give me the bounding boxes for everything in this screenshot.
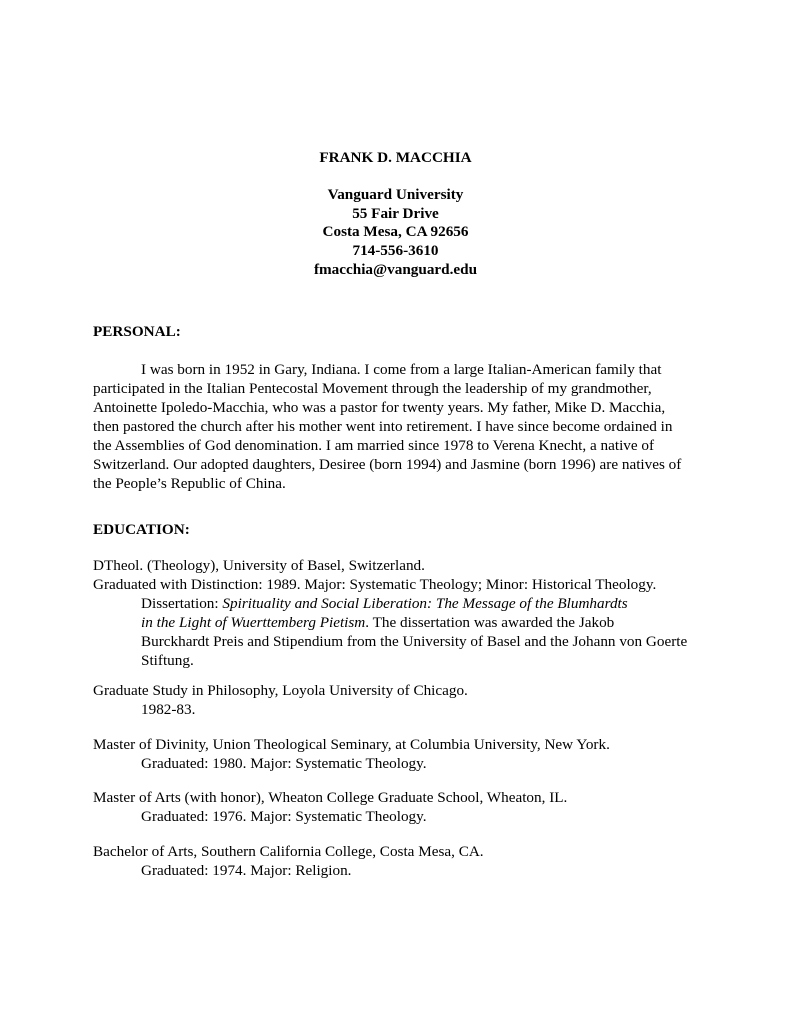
personal-paragraph [93,360,713,493]
education-entry-loyola [93,681,713,719]
degree-line: Graduate Study in Philosophy, Loyola University of Chicago. [93,682,468,699]
phone-number: 714-556-3610 [352,241,439,259]
institution-name: Vanguard University [327,186,464,204]
graduation-line: 1982-83. [141,701,196,718]
degree-line: Bachelor of Arts, Southern California College, Costa Mesa, CA. [93,843,484,860]
graduation-line: Graduated: 1980. Major: Systematic Theology. [141,755,427,772]
city-state-zip: Costa Mesa, CA 92656 [322,223,469,241]
dissertation-title: in the Light of Wuerttemberg Pietism [141,614,366,631]
education-entry-mdiv [93,735,713,773]
personal-line: Switzerland. Our adopted daughters, Desiree (born 1994) and Jasmine (born 1996) are natives of [93,456,682,473]
education-heading: EDUCATION: [93,521,190,538]
degree-line: Master of Arts (with honor), Wheaton College Graduate School, Wheaton, IL. [93,789,568,806]
education-entry-ba [93,842,713,880]
graduation-line: Graduated: 1974. Major: Religion. [141,862,352,879]
dissertation-line: Stiftung. [141,652,194,669]
street-address: 55 Fair Drive [352,204,439,222]
email-address: fmacchia@vanguard.edu [313,260,478,278]
personal-line: I was born in 1952 in Gary, Indiana. I come from a large Italian-American family that [141,361,662,378]
education-entry-ma [93,788,713,826]
degree-line: DTheol. (Theology), University of Basel, Switzerland. [93,557,425,574]
contact-header [0,148,791,278]
dissertation-line [93,594,713,613]
dissertation-title: Spirituality and Social Liberation: The Message of the Blumhardts [222,595,628,612]
dissertation-award: . The dissertation was awarded the Jakob [365,614,615,631]
degree-line: Master of Divinity, Union Theological Seminary, at Columbia University, New York. [93,736,610,753]
dissertation-label: Dissertation: [141,595,223,612]
education-entry-dtheol [93,556,713,670]
graduation-line: Graduated with Distinction: 1989. Major: Systematic Theology; Minor: Historical Theology. [93,576,657,593]
graduation-line: Graduated: 1976. Major: Systematic Theology. [141,808,427,825]
author-name: FRANK D. MACCHIA [319,149,472,166]
personal-line: participated in the Italian Pentecostal Movement through the leadership of my grandmother, [93,380,652,397]
dissertation-line: Burckhardt Preis and Stipendium from the University of Basel and the Johann von Goerte [141,633,688,650]
dissertation-line [93,613,713,632]
personal-line: the Assemblies of God denomination. I am married since 1978 to Verena Knecht, a native of [93,437,655,454]
personal-heading: PERSONAL: [93,323,181,340]
personal-line: the People’s Republic of China. [93,475,286,492]
personal-line: Antoinette Ipoledo-Macchia, who was a pastor for twenty years. My father, Mike D. Macchia, [93,399,666,416]
personal-line: then pastored the church after his mother went into retirement. I have since become ordained in [93,418,673,435]
